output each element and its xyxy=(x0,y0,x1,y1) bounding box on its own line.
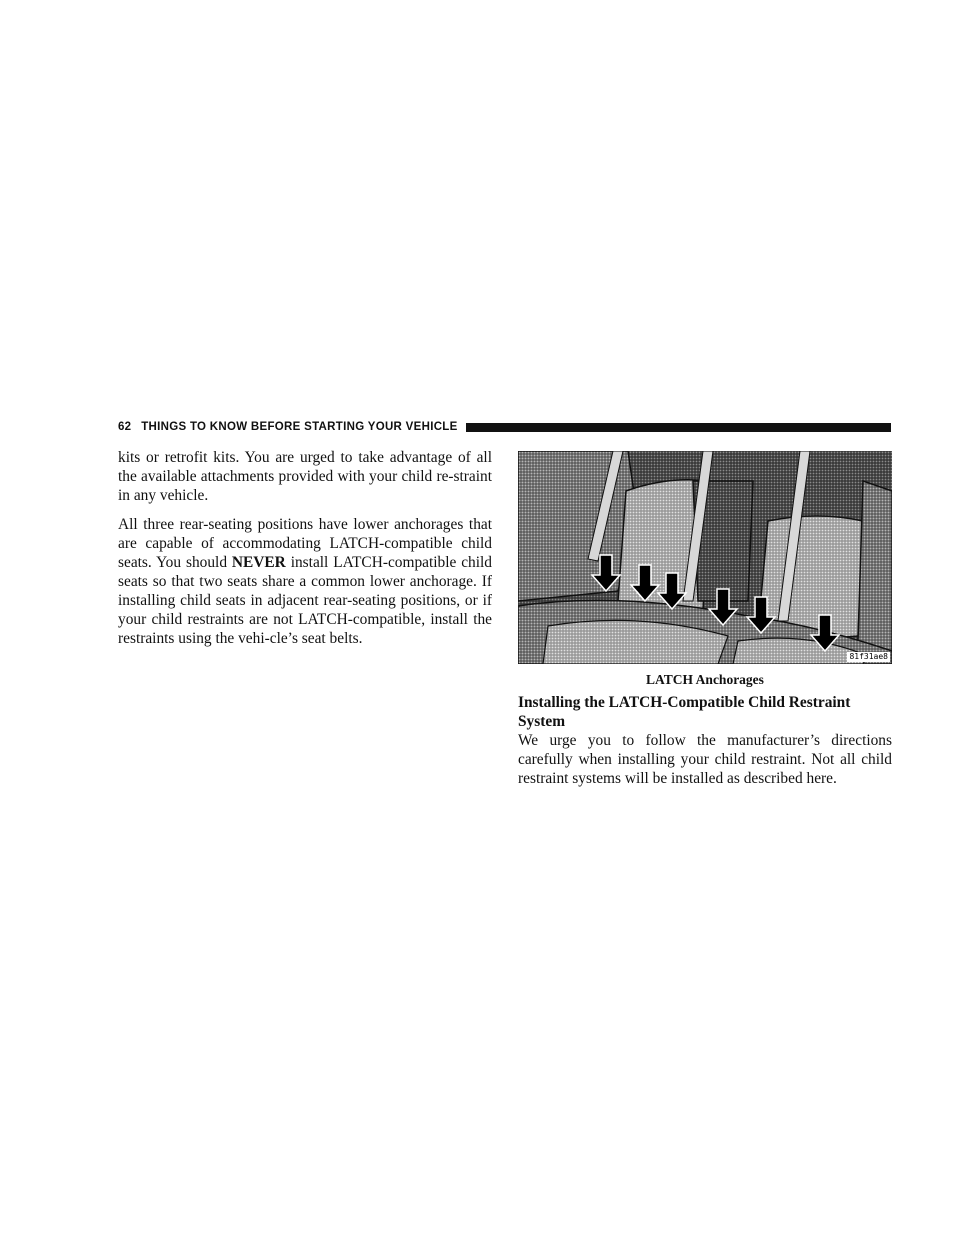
left-column xyxy=(118,448,492,658)
figure-caption: LATCH Anchorages xyxy=(646,672,764,687)
page-number: 62 xyxy=(118,421,132,433)
section-subheading: Installing the LATCH-Compatible Child Restraint System xyxy=(518,694,851,730)
latch-anchorages-illustration xyxy=(518,451,892,664)
page-header xyxy=(118,419,891,435)
section-title: THINGS TO KNOW BEFORE STARTING YOUR VEHICLE xyxy=(141,421,458,433)
paragraph-rear-seating xyxy=(118,515,492,648)
never-emphasis: NEVER xyxy=(231,554,286,571)
paragraph-rear-seating-part1: All three rear-seating positions have lower anchorages that are capable of accommodating LATCH-compatible child seats. You should xyxy=(118,516,492,571)
paragraph-rear-seating-part2: install LATCH-compatible child seats so that two seats share a common lower anchorage. If installing child seats in adjacent rear-seating positions, or if your child restraints are not LATCH-compatible, install the restraints using the vehi-cle’s seat belts. xyxy=(118,554,492,647)
figure-id-label: 81f31ae8 xyxy=(849,652,888,661)
right-column xyxy=(518,451,892,788)
paragraph-manufacturer-directions: We urge you to follow the manufacturer’s directions carefully when installing your child restraint. Not all child restraint systems will be installed as described here. xyxy=(518,732,892,787)
rear-seat-drawing xyxy=(518,451,892,664)
header-rule xyxy=(466,423,891,432)
paragraph-retrofit: kits or retrofit kits. You are urged to take advantage of all the available attachments provided with your child re-straint in any vehicle. xyxy=(118,449,492,504)
